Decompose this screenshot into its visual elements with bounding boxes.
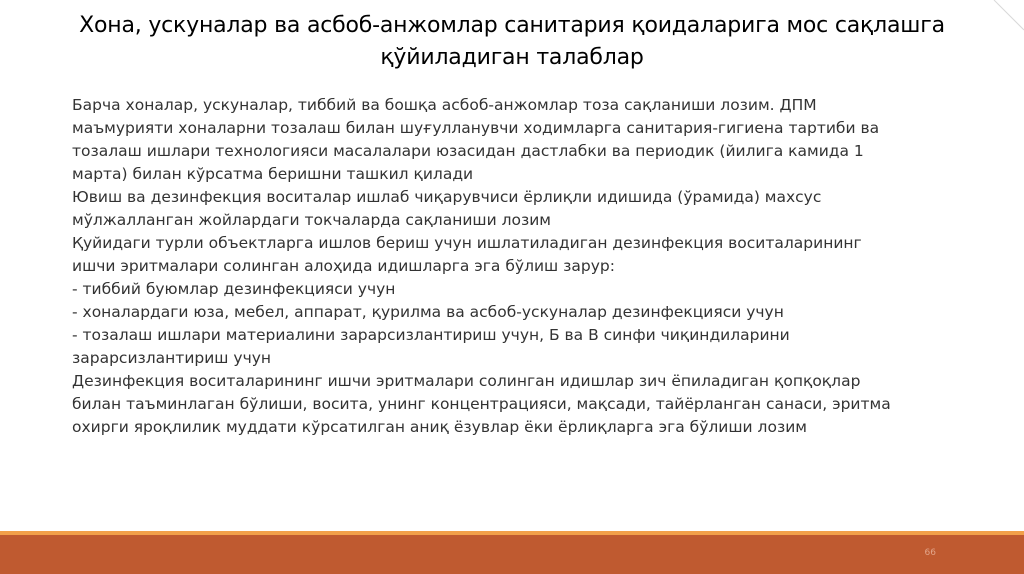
body-line: мўлжалланган жойлардаги токчаларда сақланиши лозим xyxy=(72,211,552,229)
body-line: маъмурияти хоналарни тозалаш билан шуғулланувчи ходимларга санитария-гигиена тартиби ва xyxy=(72,119,880,137)
footer-band xyxy=(0,535,1024,574)
body-line: Ювиш ва дезинфекция воситалар ишлаб чиқарувчиси ёрлиқли идишида (ўрамида) махсус xyxy=(72,188,822,206)
slide-title: Хона, ускуналар ва асбоб-анжомлар санитария қоидаларига мос сақлашга қўйиладиган талаблар xyxy=(79,13,945,70)
body-line: - тозалаш ишлари материалини зарарсизлантириш учун, Б ва В синфи чиқиндиларини xyxy=(72,326,790,344)
slide-body xyxy=(72,94,972,439)
body-line: охирги яроқлилик муддати кўрсатилган аниқ ёзувлар ёки ёрлиқларга эга бўлиши лозим xyxy=(72,418,807,436)
body-line: билан таъминлаган бўлиши, восита, унинг концентрацияси, мақсади, тайёрланган санаси, эритма xyxy=(72,395,891,413)
body-line: ишчи эритмалари солинган алоҳида идишларга эга бўлиш зарур: xyxy=(72,257,615,275)
body-line: Барча хоналар, ускуналар, тиббий ва бошқа асбоб-анжомлар тоза сақланиши лозим. ДПМ xyxy=(72,96,817,114)
body-line: Дезинфекция воситаларининг ишчи эритмалари солинган идишлар зич ёпиладиган қопқоқлар xyxy=(72,372,861,390)
body-line: Қуйидаги турли объектларга ишлов бериш учун ишлатиладиган дезинфекция воситаларининг xyxy=(72,234,862,252)
slide-number: 66 xyxy=(924,548,936,558)
body-line: - тиббий буюмлар дезинфекцияси учун xyxy=(72,280,396,298)
body-line: тозалаш ишлари технологияси масалалари юзасидан дастлабки ва периодик (йилига камида 1 xyxy=(72,142,864,160)
body-line: марта) билан кўрсатма беришни ташкил қилади xyxy=(72,165,474,183)
body-line: зарарсизлантириш учун xyxy=(72,349,272,367)
body-line: - хоналардаги юза, мебел, аппарат, қурилма ва асбоб-ускуналар дезинфекцияси учун xyxy=(72,303,784,321)
